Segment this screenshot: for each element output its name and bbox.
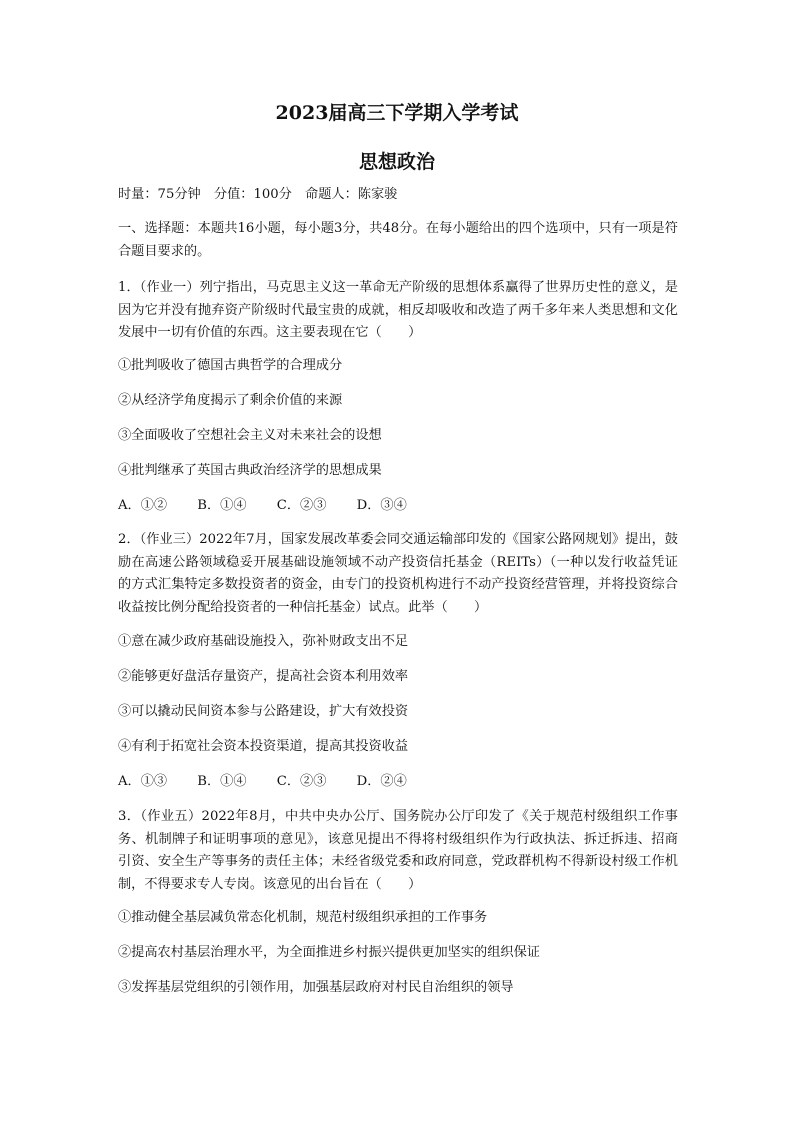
- option-b[interactable]: B．①④: [197, 774, 247, 789]
- section-instruction: 一、选择题：本题共16小题，每小题3分，共48分。在每小题给出的四个选项中，只有一项是符合题目要求的。: [118, 221, 678, 259]
- option-c[interactable]: C．②③: [276, 774, 327, 789]
- option-a[interactable]: A．①②: [118, 498, 168, 513]
- question-2-options: [118, 771, 433, 793]
- question-1-item-1: ①批判吸收了德国古典哲学的合理成分: [118, 358, 343, 373]
- question-2-item-1: ①意在减少政府基础设施投入，弥补财政支出不足: [118, 634, 409, 649]
- question-1-item-3: ③全面吸收了空想社会主义对未来社会的设想: [118, 428, 382, 443]
- question-1-item-2: ②从经济学角度揭示了剩余价值的来源: [118, 393, 343, 408]
- option-c[interactable]: C．②③: [276, 498, 327, 513]
- question-2-item-4: ④有利于拓宽社会资本投资渠道，提高其投资收益: [118, 739, 409, 754]
- exam-meta: 时量：75分钟 分值：100分 命题人：陈家骏: [118, 187, 398, 202]
- exam-title: 2023届高三下学期入学考试: [275, 102, 519, 124]
- question-2-item-3: ③可以撬动民间资本参与公路建设，扩大有效投资: [118, 704, 409, 719]
- question-3-item-2: ②提高农村基层治理水平，为全面推进乡村振兴提供更加坚实的组织保证: [118, 945, 540, 960]
- question-1-options: [118, 495, 433, 517]
- question-3-item-3: ③发挥基层党组织的引领作用，加强基层政府对村民自治组织的领导: [118, 980, 514, 995]
- question-1-item-4: ④批判继承了英国古典政治经济学的思想成果: [118, 463, 382, 478]
- option-a[interactable]: A．①③: [118, 774, 168, 789]
- question-2-item-2: ②能够更好盘活存量资产，提高社会资本利用效率: [118, 669, 409, 684]
- question-3-stem: 3．（作业五）2022年8月，中共中央办公厅、国务院办公厅印发了《关于规范村级组织工作事务、机制牌子和证明事项的意见》，该意见提出不得将村级组织作为行政执法、拆迁拆违、招商引资、安全生产等事务的责任主体；未经省级党委和政府同意，党政群机构不得新设村级工作机制，不得要求专人专岗。该意见的出台旨在（ ）: [118, 809, 678, 892]
- question-3-item-1: ①推动健全基层减负常态化机制，规范村级组织承担的工作事务: [118, 910, 488, 925]
- option-b[interactable]: B．①④: [197, 498, 247, 513]
- option-d[interactable]: D．③④: [356, 498, 407, 513]
- subject-title: 思想政治: [358, 151, 435, 173]
- option-d[interactable]: D．②④: [356, 774, 407, 789]
- question-1-stem: 1．（作业一）列宁指出，马克思主义这一革命无产阶级的思想体系赢得了世界历史性的意义，是因为它并没有抛弃资产阶级时代最宝贵的成就，相反却吸收和改造了两千多年来人类思想和文化发展中一切有价值的东西。这主要表现在它（ ）: [118, 280, 678, 340]
- question-2-stem: 2．（作业三）2022年7月，国家发展改革委会同交通运输部印发的《国家公路网规划》提出，鼓励在高速公路领域稳妥开展基础设施领域不动产投资信托基金（REITs）（一种以发行收益凭证的方式汇集特定多数投资者的资金，由专门的投资机构进行不动产投资经营管理，并将投资综合收益按比例分配给投资者的一种信托基金）试点。此举（ ）: [118, 532, 678, 615]
